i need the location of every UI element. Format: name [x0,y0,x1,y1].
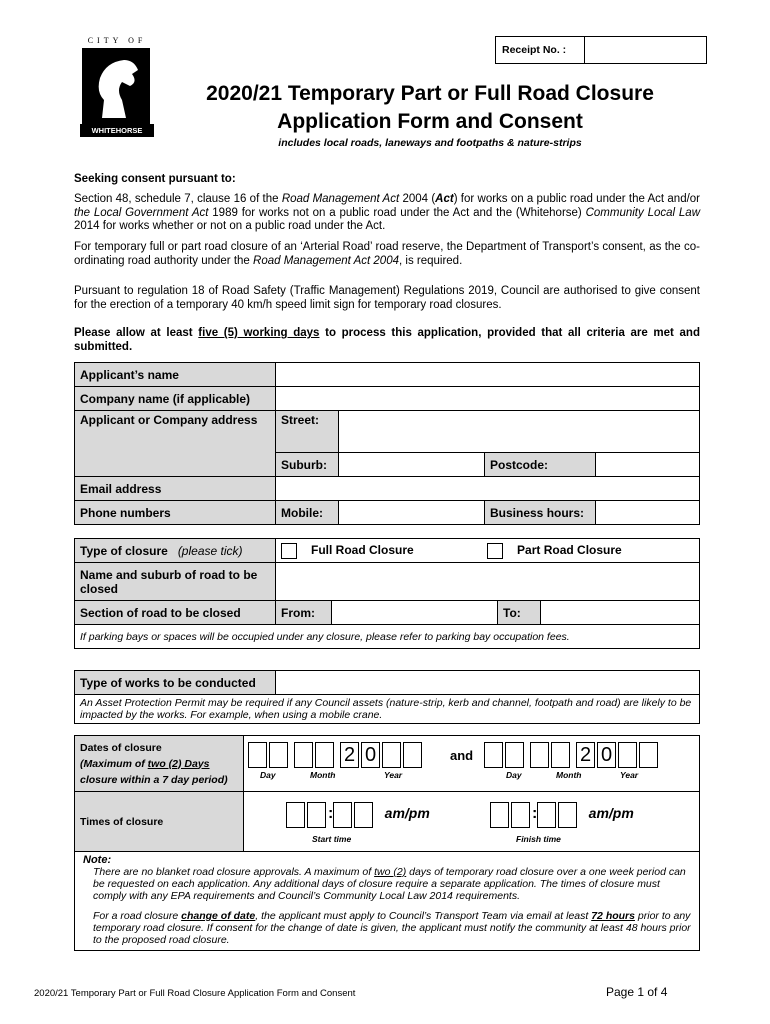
closure-table [74,538,700,649]
business-hours-label: Business hours: [485,501,596,525]
closure-type-label: Type of closure (please tick) [75,539,276,563]
applicant-name-label: Applicant’s name [75,363,276,387]
logo-city-text: CITY OF [87,36,147,45]
footer-title: 2020/21 Temporary Part or Full Road Closure Application Form and Consent [34,988,356,999]
full-closure-checkbox[interactable] [281,543,297,559]
start-date-boxes[interactable]: 2 0 [248,742,424,768]
dates-max-text-2: closure within a 7 day period) [80,773,228,786]
dates-label-cell [75,736,244,792]
paragraph-1: Section 48, schedule 7, clause 16 of the Road Management Act 2004 (Act) for works on a public road under the Act and/or the Local Government Act 1989 for works not on a public road under the Act and the (Whitehorse) Community Local Law 2014 for works whether or not on a public road under the Act. [74,193,701,232]
page-title-line1: 2020/21 Temporary Part or Full Road Closure [206,82,654,105]
works-field[interactable] [276,671,700,695]
end-month-caption: Month [556,770,582,780]
street-field[interactable] [339,411,700,453]
from-field[interactable] [332,601,498,625]
paragraph-4: Please allow at least five (5) working days to process this application, provided that all criteria are met and submitted. [74,327,700,353]
page-title-line2: Application Form and Consent [277,110,583,133]
start-ampm: am/pm [384,805,430,822]
part-closure-label: Part Road Closure [517,542,622,557]
receipt-number-field[interactable] [585,37,706,63]
note-cell [75,852,700,951]
and-label: and [450,748,474,763]
part-closure-checkbox[interactable] [487,543,503,559]
suburb-field[interactable] [339,453,485,477]
full-closure-label: Full Road Closure [311,542,414,557]
page-subtitle: includes local roads, laneways and footpaths & nature-strips [278,137,582,149]
road-name-field[interactable] [276,563,700,601]
start-month-caption: Month [310,770,336,780]
postcode-field[interactable] [596,453,700,477]
road-name-label: Name and suburb of road to be closed [75,563,276,601]
finish-ampm: am/pm [588,805,634,822]
email-field[interactable] [276,477,700,501]
from-label: From: [276,601,332,625]
works-table [74,670,700,724]
address-label: Applicant or Company address [75,411,276,477]
postcode-label: Postcode: [485,453,596,477]
company-name-field[interactable] [276,387,700,411]
finish-time-caption: Finish time [516,834,561,844]
logo-whitehorse-text: WHITEHORSE [80,124,154,137]
phone-label: Phone numbers [75,501,276,525]
dates-label: Dates of closure [80,741,162,754]
note-paragraph-1: There are no blanket road closure approvals. A maximum of two (2) days of temporary road closure over a one week period can be requested on each application. Any additional days of closure require a separate application. The times of closure must comply with any EPA requirements and Council’s Community Local Law 2014 requirements. [93,866,686,902]
end-day-caption: Day [506,770,522,780]
email-label: Email address [75,477,276,501]
finish-time-boxes[interactable]: : am/pm [490,802,634,828]
dates-table [74,735,700,951]
paragraph-3: Pursuant to regulation 18 of Road Safety (Traffic Management) Regulations 2019, Council are authorised to give consent for the erection of a temporary 40 km/h speed limit sign for temporary road closures. [74,285,700,311]
receipt-label: Receipt No. : [496,37,585,63]
business-hours-field[interactable] [596,501,700,525]
note-label: Note: [83,854,112,866]
receipt-box [495,36,707,64]
start-year-caption: Year [384,770,403,780]
company-name-label: Company name (if applicable) [75,387,276,411]
seeking-heading: Seeking consent pursuant to: [74,173,236,185]
start-time-boxes[interactable]: : am/pm [286,802,430,828]
applicant-name-field[interactable] [276,363,700,387]
street-label: Street: [276,411,339,453]
applicant-table [74,362,700,525]
paragraph-2: For temporary full or part road closure of an ‘Arterial Road’ road reserve, the Department of Transport’s consent, as the co-ordinating road authority under the Road Management Act 2004, is required. [74,241,700,267]
note-paragraph-2: For a road closure change of date, the applicant must apply to Council’s Transport Team via email at least 72 hours prior to any temporary road closure. If consent for the change of date is given, the applicant must notify the community at least 48 hours prior to the proposed road closure. [93,910,691,946]
asset-note: An Asset Protection Permit may be required if any Council assets (nature-strip, kerb and channel, footpath and road) are likely to be impacted by the works. For example, when using a mobile crane. [75,695,700,724]
works-label: Type of works to be conducted [75,671,276,695]
start-time-caption: Start time [312,834,352,844]
mobile-label: Mobile: [276,501,339,525]
times-label: Times of closure [75,792,244,852]
to-label: To: [498,601,541,625]
end-year-caption: Year [620,770,639,780]
suburb-label: Suburb: [276,453,339,477]
dates-max-text: (Maximum of two (2) Days [80,757,210,770]
end-date-boxes[interactable]: 2 0 [484,742,660,768]
to-field[interactable] [541,601,700,625]
section-label: Section of road to be closed [75,601,276,625]
closure-type-options [276,539,700,563]
start-day-caption: Day [260,770,276,780]
page-number: Page 1 of 4 [606,985,668,999]
times-entry [244,792,700,852]
mobile-field[interactable] [339,501,485,525]
parking-note: If parking bays or spaces will be occupied under any closure, please refer to parking bay occupation fees. [75,625,700,649]
dates-entry [244,736,700,792]
